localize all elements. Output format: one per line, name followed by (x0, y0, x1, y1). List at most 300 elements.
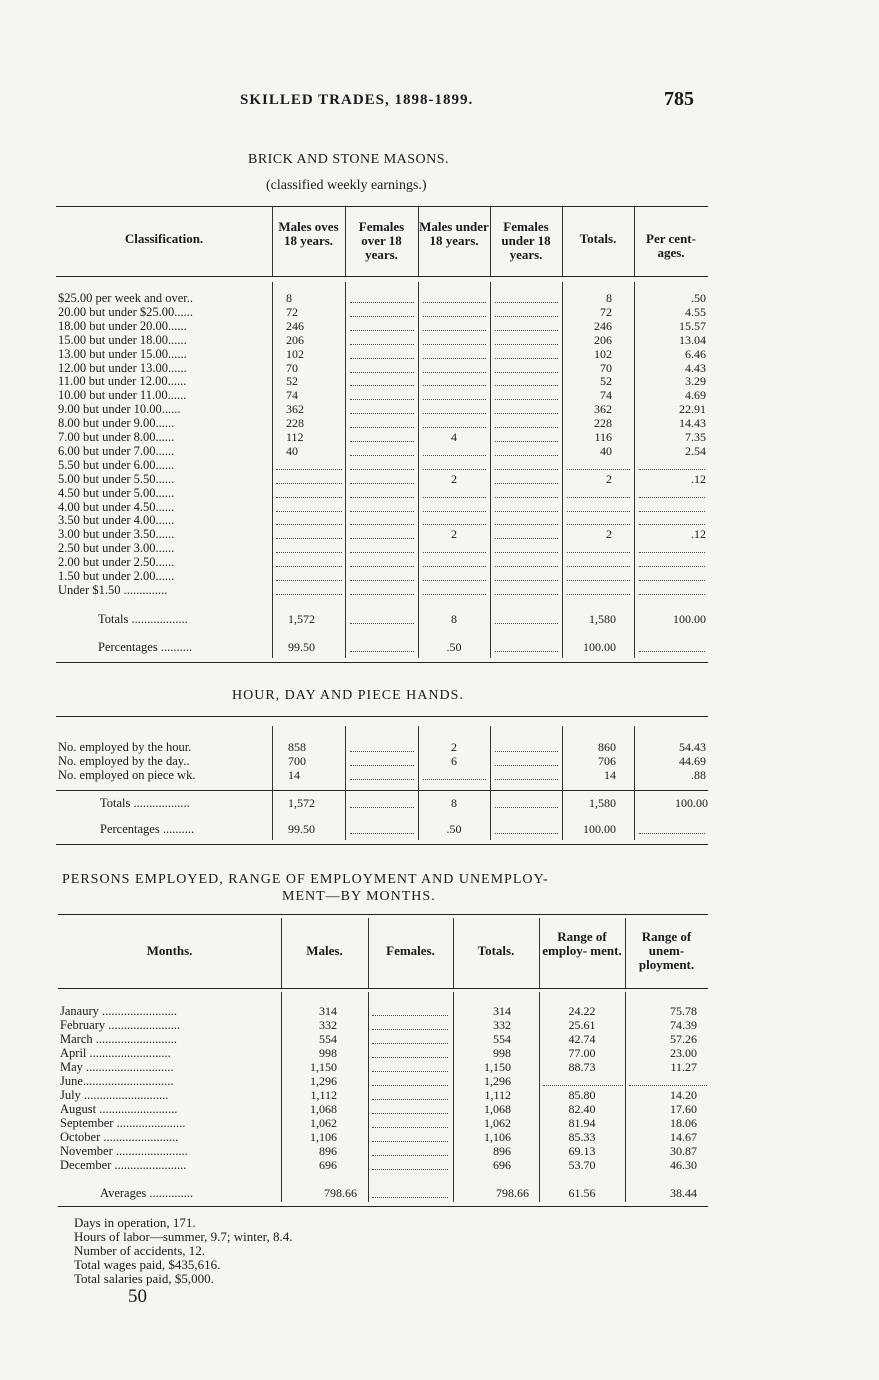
totals-count: 998 (493, 1046, 511, 1060)
dot-leader (372, 1029, 448, 1030)
dot-leader (423, 330, 486, 331)
column-header: Females under 18 years. (501, 219, 551, 262)
dot-leader (495, 385, 558, 386)
dot-leader (350, 779, 414, 780)
dot-leader (423, 385, 486, 386)
range-employment: 85.33 (568, 1130, 596, 1144)
footer-line: Total wages paid, $435,616. (74, 1257, 221, 1272)
dot-leader (350, 399, 414, 400)
row-total: 8 (606, 291, 612, 305)
dot-leader (350, 358, 414, 359)
range-employment: 82.40 (568, 1102, 596, 1116)
males-over-18: 52 (286, 374, 298, 389)
dot-leader (372, 1197, 448, 1198)
table3-title-line2: MENT—BY MONTHS. (282, 889, 436, 904)
dot-leader (495, 344, 558, 345)
table2-title: HOUR, DAY AND PIECE HANDS. (232, 688, 464, 703)
totals-count: 1,296 (484, 1074, 511, 1088)
column-header: Classification. (124, 231, 204, 246)
dot-leader (495, 469, 558, 470)
dot-leader (495, 330, 558, 331)
dot-leader (350, 344, 414, 345)
males-under-18: 2 (451, 471, 457, 486)
totals-males-under-18: 8 (451, 796, 457, 810)
range-employment: 88.73 (568, 1060, 596, 1074)
percentages-males-over-18: 99.50 (288, 640, 315, 654)
dot-leader (423, 344, 486, 345)
row-label: 2.50 but under 3.00...... (58, 541, 175, 556)
dot-leader (350, 807, 414, 808)
males-over-18: 72 (286, 304, 298, 319)
totals-count: 896 (493, 1144, 511, 1158)
row-label: 7.00 but under 8.00...... (58, 430, 175, 444)
dot-leader (495, 833, 558, 834)
dot-leader (495, 358, 558, 359)
males-over-18: 14 (288, 768, 300, 782)
range-employment: 81.94 (568, 1116, 596, 1130)
averages-unemployment: 38.44 (670, 1186, 697, 1200)
dot-leader (372, 1057, 448, 1058)
month-label: August ......................... (60, 1102, 178, 1116)
row-label: 20.00 but under $25.00...... (58, 304, 194, 319)
dot-leader (350, 455, 414, 456)
dot-leader (350, 372, 414, 373)
males-over-18: 70 (286, 360, 298, 375)
range-unemployment: 57.26 (670, 1032, 697, 1046)
males-count: 998 (319, 1046, 337, 1060)
dot-leader (276, 511, 342, 512)
dot-leader (639, 497, 705, 498)
footer-line: Hours of labor—summer, 9.7; winter, 8.4. (74, 1229, 293, 1244)
percentages-label: Percentages .......... (98, 640, 193, 654)
row-percentage: .12 (691, 471, 706, 486)
dot-leader (495, 399, 558, 400)
table3-title-line1: PERSONS EMPLOYED, RANGE OF EMPLOYMENT AND UNEMPLOY- (62, 872, 549, 887)
dot-leader (276, 580, 342, 581)
footer-line: Days in operation, 171. (74, 1215, 196, 1230)
month-label: April .......................... (60, 1046, 171, 1060)
column-header: Males oves 18 years. (278, 219, 339, 248)
totals-count: 314 (493, 1004, 511, 1018)
row-total: 40 (600, 443, 612, 458)
month-label: July ........................... (60, 1088, 169, 1102)
dot-leader (495, 372, 558, 373)
dot-leader (423, 413, 486, 414)
range-employment: 77.00 (568, 1046, 596, 1060)
footer-line: Number of accidents, 12. (74, 1243, 206, 1258)
dot-leader (495, 623, 558, 624)
totals-count: 1,068 (484, 1102, 511, 1116)
dot-leader (423, 372, 486, 373)
row-total: 860 (598, 740, 616, 754)
row-total: 2 (606, 471, 612, 486)
dot-leader (495, 483, 558, 484)
males-under-18: 4 (451, 430, 457, 444)
dot-leader (372, 1099, 448, 1100)
totals-males-over-18: 1,572 (288, 612, 315, 626)
dot-leader (495, 779, 558, 780)
males-count: 554 (319, 1032, 337, 1046)
percentages-total: 100.00 (583, 822, 616, 836)
totals-count: 1,150 (484, 1060, 511, 1074)
month-label: March .......................... (60, 1032, 177, 1046)
column-rule (345, 726, 346, 840)
dot-leader (567, 552, 630, 553)
dot-leader (350, 302, 414, 303)
dot-leader (372, 1127, 448, 1128)
dot-leader (639, 552, 705, 553)
signature-mark: 50 (128, 1286, 147, 1307)
row-total: 228 (594, 416, 612, 431)
page-number: 785 (664, 88, 694, 110)
dot-leader (350, 483, 414, 484)
row-percentage: 3.29 (685, 374, 706, 389)
row-label: 4.00 but under 4.50...... (58, 499, 175, 514)
row-percentage: 14.43 (679, 416, 706, 431)
males-count: 314 (319, 1004, 337, 1018)
males-over-18: 228 (286, 416, 304, 431)
males-over-18: 206 (286, 332, 304, 347)
dot-leader (639, 833, 705, 834)
row-label: 2.00 but under 2.50...... (58, 555, 175, 570)
dot-leader (495, 413, 558, 414)
month-label: September ...................... (60, 1116, 186, 1130)
column-header: Range of employ- ment. (542, 929, 622, 958)
dot-leader (567, 511, 630, 512)
dot-leader (423, 511, 486, 512)
males-count: 1,068 (310, 1102, 337, 1116)
column-rule (272, 282, 273, 658)
column-header: Range of unem- ployment. (638, 929, 695, 972)
dot-leader (372, 1043, 448, 1044)
males-under-18: 2 (451, 740, 457, 754)
range-unemployment: 14.20 (670, 1088, 697, 1102)
dot-leader (372, 1141, 448, 1142)
males-count: 332 (319, 1018, 337, 1032)
column-header: Females over 18 years. (358, 219, 405, 262)
percentages-males-under-18: .50 (446, 640, 462, 654)
dot-leader (350, 833, 414, 834)
range-unemployment: 74.39 (670, 1018, 697, 1032)
males-count: 896 (319, 1144, 337, 1158)
dot-leader (639, 651, 705, 652)
row-percentage: 2.54 (685, 443, 706, 458)
row-percentage: .50 (691, 291, 706, 305)
dot-leader (423, 779, 486, 780)
dot-leader (423, 399, 486, 400)
range-unemployment: 46.30 (670, 1158, 697, 1172)
males-over-18: 246 (286, 318, 304, 333)
month-label: May ............................ (60, 1060, 174, 1074)
row-total: 116 (594, 430, 612, 444)
horizontal-rule (56, 790, 708, 791)
totals-males-under-18: 8 (451, 612, 457, 626)
horizontal-rule (56, 844, 708, 845)
dot-leader (276, 552, 342, 553)
dot-leader (495, 524, 558, 525)
males-over-18: 74 (286, 388, 298, 403)
dot-leader (350, 751, 414, 752)
dot-leader (372, 1155, 448, 1156)
range-employment: 85.80 (568, 1088, 596, 1102)
dot-leader (495, 580, 558, 581)
totals-label: Totals .................. (100, 796, 190, 810)
males-count: 1,106 (310, 1130, 337, 1144)
range-employment: 53.70 (568, 1158, 596, 1172)
dot-leader (372, 1113, 448, 1114)
row-label: 5.00 but under 5.50...... (58, 471, 175, 486)
dot-leader (372, 1169, 448, 1170)
dot-leader (276, 497, 342, 498)
row-total: 362 (594, 402, 612, 417)
dot-leader (350, 623, 414, 624)
range-unemployment: 30.87 (670, 1144, 697, 1158)
column-rule (272, 726, 273, 840)
range-employment: 69.13 (568, 1144, 596, 1158)
dot-leader (423, 552, 486, 553)
totals-males-over-18: 1,572 (288, 796, 315, 810)
row-total: 72 (600, 304, 612, 319)
range-unemployment: 23.00 (670, 1046, 697, 1060)
dot-leader (423, 497, 486, 498)
row-total: 706 (598, 754, 616, 768)
dot-leader (276, 566, 342, 567)
percentages-males-over-18: 99.50 (288, 822, 315, 836)
row-total: 246 (594, 318, 612, 333)
dot-leader (495, 316, 558, 317)
row-label: 13.00 but under 15.00...... (58, 346, 187, 361)
dot-leader (276, 483, 342, 484)
dot-leader (567, 524, 630, 525)
percentages-males-under-18: .50 (446, 822, 462, 836)
row-label: 3.50 but under 4.00...... (58, 513, 175, 528)
totals-count: 1,062 (484, 1116, 511, 1130)
range-employment: 24.22 (568, 1004, 596, 1018)
dot-leader (639, 524, 705, 525)
month-label: November ....................... (60, 1144, 188, 1158)
row-percentage: 6.46 (685, 346, 706, 361)
row-label: No. employed on piece wk. (58, 768, 196, 782)
males-count: 1,296 (310, 1074, 337, 1088)
row-total: 14 (604, 768, 616, 782)
row-label: 6.00 but under 7.00...... (58, 443, 175, 458)
dot-leader (567, 469, 630, 470)
dot-leader (567, 594, 630, 595)
totals-count: 554 (493, 1032, 511, 1046)
row-percentage: 4.69 (685, 388, 706, 403)
totals-count: 332 (493, 1018, 511, 1032)
males-under-18: 2 (451, 527, 457, 542)
dot-leader (567, 497, 630, 498)
dot-leader (350, 316, 414, 317)
males-count: 1,112 (310, 1088, 337, 1102)
month-label: February ....................... (60, 1018, 181, 1032)
dot-leader (350, 552, 414, 553)
percentages-total: 100.00 (583, 640, 616, 654)
row-label: 10.00 but under 11.00...... (58, 388, 187, 403)
row-percentage: 22.91 (679, 402, 706, 417)
dot-leader (495, 765, 558, 766)
dot-leader (423, 427, 486, 428)
dot-leader (495, 751, 558, 752)
dot-leader (350, 413, 414, 414)
dot-leader (372, 1085, 448, 1086)
range-employment: 42.74 (568, 1032, 596, 1046)
averages-label: Averages .............. (100, 1186, 194, 1200)
column-header: Per cent- ages. (646, 231, 696, 260)
dot-leader (350, 385, 414, 386)
dot-leader (372, 1071, 448, 1072)
dot-leader (495, 427, 558, 428)
dot-leader (423, 469, 486, 470)
range-unemployment: 17.60 (670, 1102, 697, 1116)
dot-leader (495, 807, 558, 808)
males-over-18: 8 (286, 291, 292, 305)
row-label: $25.00 per week and over.. (58, 291, 194, 305)
row-percentage: 4.43 (685, 360, 706, 375)
row-label: 9.00 but under 10.00...... (58, 402, 181, 417)
range-unemployment: 18.06 (670, 1116, 697, 1130)
dot-leader (639, 594, 705, 595)
column-header: Months. (146, 943, 193, 958)
dot-leader (276, 524, 342, 525)
averages-employment: 61.56 (568, 1186, 596, 1200)
range-unemployment: 75.78 (670, 1004, 697, 1018)
totals-count: 696 (493, 1158, 511, 1172)
row-percentage: .88 (691, 768, 706, 782)
column-header: Females. (386, 943, 435, 958)
dot-leader (350, 511, 414, 512)
column-header: Totals. (477, 943, 515, 958)
horizontal-rule (58, 988, 708, 989)
column-header: Males under 18 years. (419, 219, 489, 248)
dot-leader (495, 538, 558, 539)
males-under-18: 6 (451, 754, 457, 768)
males-over-18: 858 (288, 740, 306, 754)
males-count: 696 (319, 1158, 337, 1172)
dot-leader (350, 580, 414, 581)
row-total: 206 (594, 332, 612, 347)
totals-count: 1,112 (484, 1088, 511, 1102)
males-over-18: 700 (288, 754, 306, 768)
row-label: 15.00 but under 18.00...... (58, 332, 187, 347)
dot-leader (639, 566, 705, 567)
dot-leader (423, 302, 486, 303)
males-over-18: 362 (286, 402, 304, 417)
range-unemployment: 14.67 (670, 1130, 697, 1144)
dot-leader (543, 1085, 623, 1086)
dot-leader (350, 524, 414, 525)
row-label: Under $1.50 .............. (58, 582, 168, 597)
running-title: SKILLED TRADES, 1898-1899. (240, 92, 474, 108)
dot-leader (629, 1085, 707, 1086)
dot-leader (276, 538, 342, 539)
dot-leader (350, 538, 414, 539)
table1-title: BRICK AND STONE MASONS. (248, 152, 450, 167)
averages-males: 798.66 (324, 1186, 357, 1200)
row-label: 8.00 but under 9.00...... (58, 416, 175, 431)
males-over-18: 40 (286, 443, 298, 458)
row-label: No. employed by the hour. (58, 740, 192, 754)
dot-leader (350, 765, 414, 766)
dot-leader (495, 594, 558, 595)
row-label: 3.00 but under 3.50...... (58, 527, 175, 542)
row-total: 2 (606, 527, 612, 542)
dot-leader (495, 651, 558, 652)
column-rule (490, 726, 491, 840)
horizontal-rule (56, 206, 708, 207)
dot-leader (495, 497, 558, 498)
column-rule (490, 282, 491, 658)
dot-leader (495, 566, 558, 567)
row-label: 12.00 but under 13.00...... (58, 360, 187, 375)
column-header: Totals. (579, 231, 617, 246)
horizontal-rule (58, 1206, 708, 1207)
row-label: No. employed by the day.. (58, 754, 190, 768)
month-label: December ....................... (60, 1158, 187, 1172)
dot-leader (495, 441, 558, 442)
row-percentage: 54.43 (679, 740, 706, 754)
row-percentage: 7.35 (685, 430, 706, 444)
row-label: 11.00 but under 12.00...... (58, 374, 187, 389)
dot-leader (423, 566, 486, 567)
row-label: 4.50 but under 5.00...... (58, 485, 175, 500)
month-label: October ........................ (60, 1130, 179, 1144)
dot-leader (495, 455, 558, 456)
horizontal-rule (56, 662, 708, 663)
totals-percentage: 100.00 (673, 612, 706, 626)
row-total: 74 (600, 388, 612, 403)
dot-leader (639, 580, 705, 581)
dot-leader (495, 511, 558, 512)
range-employment: 25.61 (568, 1018, 596, 1032)
dot-leader (423, 455, 486, 456)
dot-leader (350, 441, 414, 442)
month-label: Janaury ........................ (60, 1004, 177, 1018)
row-percentage: 15.57 (679, 318, 706, 333)
dot-leader (567, 566, 630, 567)
dot-leader (423, 316, 486, 317)
percentages-label: Percentages .......... (100, 822, 195, 836)
column-rule (418, 282, 419, 658)
table1-subtitle: (classified weekly earnings.) (266, 178, 427, 193)
row-label: 5.50 but under 6.00...... (58, 457, 175, 472)
row-percentage: 44.69 (679, 754, 706, 768)
dot-leader (276, 469, 342, 470)
horizontal-rule (58, 914, 708, 915)
dot-leader (350, 594, 414, 595)
footer-line: Total salaries paid, $5,000. (74, 1271, 214, 1286)
row-label: 18.00 but under 20.00...... (58, 318, 187, 333)
horizontal-rule (56, 276, 708, 277)
column-rule (345, 282, 346, 658)
dot-leader (350, 651, 414, 652)
males-over-18: 112 (286, 430, 304, 444)
dot-leader (350, 566, 414, 567)
range-unemployment: 11.27 (670, 1060, 697, 1074)
dot-leader (423, 358, 486, 359)
dot-leader (639, 511, 705, 512)
totals-total: 1,580 (589, 796, 616, 810)
dot-leader (567, 580, 630, 581)
dot-leader (423, 594, 486, 595)
row-total: 102 (594, 346, 612, 361)
dot-leader (350, 330, 414, 331)
horizontal-rule (56, 716, 708, 717)
dot-leader (423, 580, 486, 581)
month-label: June............................. (60, 1074, 174, 1088)
dot-leader (423, 524, 486, 525)
